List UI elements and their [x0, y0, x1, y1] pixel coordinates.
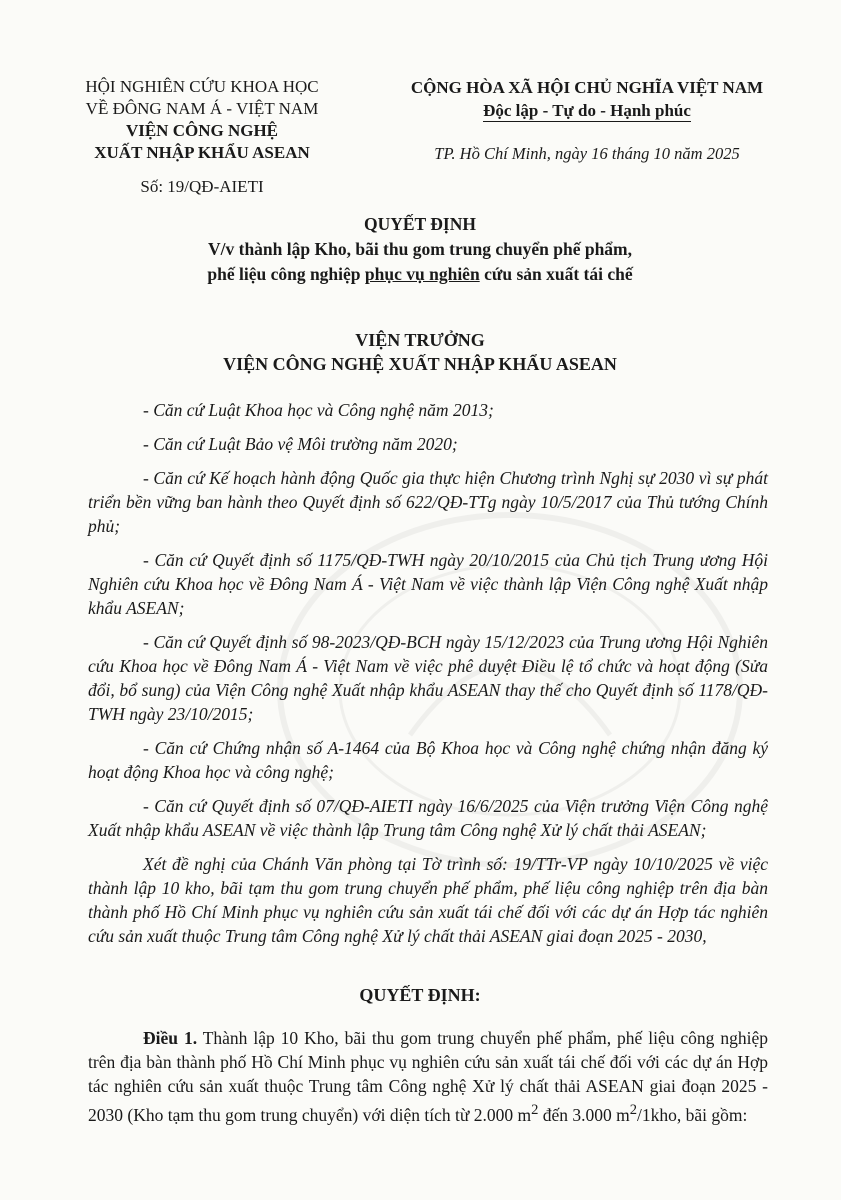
legal-basis-item: - Căn cứ Quyết định số 98-2023/QĐ-BCH ngày 15/12/2023 của Trung ương Hội Nghiên cứu Khoa học về Đông Nam Á - Việt Nam về việc phê duyệt Điều lệ tổ chức và hoạt động (Sửa đổi, bổ sung) của Viện Công nghệ Xuất nhập khẩu ASEAN thay thế cho Quyết định số 1178/QĐ-TWH ngày 23/10/2015; [88, 632, 768, 724]
legal-basis-item: - Căn cứ Quyết định số 1175/QĐ-TWH ngày 20/10/2015 của Chủ tịch Trung ương Hội Nghiên cứu Khoa học về Đông Nam Á - Việt Nam về việc thành lập Viện Công nghệ Xuất nhập khẩu ASEAN; [88, 550, 768, 618]
document-number: Số: 19/QĐ-AIETI [140, 177, 264, 196]
issuer-header [52, 76, 352, 198]
article-1-label: Điều 1. [143, 1028, 198, 1048]
national-title: CỘNG HÒA XÃ HỘI CHỦ NGHĨA VIỆT NAM [410, 78, 764, 97]
legal-basis-item: - Căn cứ Luật Khoa học và Công nghệ năm 2013; [143, 400, 494, 420]
national-motto: Độc lập - Tự do - Hạnh phúc [483, 101, 691, 120]
national-header [372, 76, 802, 165]
subject-line-2-a: phế liệu công nghiệp [207, 264, 365, 284]
proposal-paragraph: Xét đề nghị của Chánh Văn phòng tại Tờ trình số: 19/TTr-VP ngày 10/10/2025 về việc thành lập 10 kho, bãi tạm thu gom trung chuyển phế phẩm, phế liệu công nghiệp trên địa bàn thành phố Hồ Chí Minh phục vụ nghiên cứu sản xuất tái chế đối với các dự án Hợp tác nghiên cứu sản xuất thuộc Trung tâm Công nghệ Xử lý chất thải ASEAN giai đoạn 2025 - 2030, [88, 854, 768, 946]
issuer-parent-line2: VỀ ĐÔNG NAM Á - VIỆT NAM [85, 99, 319, 118]
subject-line-1: V/v thành lập Kho, bãi thu gom trung chuyển phế phẩm, [208, 239, 632, 259]
signing-authority [60, 328, 780, 376]
article-1-text-2: đến 3.000 m [538, 1104, 630, 1125]
authority-title: VIỆN TRƯỞNG [355, 330, 485, 350]
authority-org: VIỆN CÔNG NGHỆ XUẤT NHẬP KHẨU ASEAN [223, 354, 617, 374]
legal-basis-item: - Căn cứ Kế hoạch hành động Quốc gia thực hiện Chương trình Nghị sự 2030 vì sự phát triển bền vững ban hành theo Quyết định số 622/QĐ-TTg ngày 10/5/2017 của Thủ tướng Chính phủ; [88, 468, 768, 536]
unit-superscript: 2 [531, 1102, 539, 1118]
article-1-text: Thành lập 10 Kho, bãi thu gom trung chuyển phế phẩm, phế liệu công nghiệp trên địa bàn thành phố Hồ Chí Minh phục vụ nghiên cứu sản xuất tái chế đối với các dự án Hợp tác nghiên cứu sản xuất thuộc Trung tâm Công nghệ Xử lý chất thải ASEAN giai đoạn 2025 - 2030 (Kho tạm thu gom trung chuyển) với diện tích từ 2.000 m [88, 1028, 769, 1125]
legal-basis-item: - Căn cứ Luật Bảo vệ Môi trường năm 2020; [143, 434, 458, 454]
legal-bases [88, 398, 768, 958]
document-type: QUYẾT ĐỊNH [364, 214, 476, 234]
issuer-name-line2: XUẤT NHẬP KHẨU ASEAN [94, 143, 310, 162]
unit-superscript: 2 [629, 1102, 638, 1118]
decision-title [60, 212, 780, 287]
legal-basis-item: - Căn cứ Chứng nhận số A-1464 của Bộ Khoa học và Công nghệ chứng nhận đăng ký hoạt động Khoa học và công nghệ; [88, 738, 768, 782]
subject-line-2-underlined: phục vụ nghiên [364, 264, 480, 284]
article-1-paragraph [88, 1026, 768, 1127]
decision-heading: QUYẾT ĐỊNH: [359, 985, 481, 1005]
article-1-text-3: /1kho, bãi gồm: [637, 1104, 748, 1125]
issuer-name-line1: VIỆN CÔNG NGHỆ [125, 121, 279, 140]
article-1 [88, 1026, 768, 1127]
legal-basis-item: - Căn cứ Quyết định số 07/QĐ-AIETI ngày 16/6/2025 của Viện trưởng Viện Công nghệ Xuất nhập khẩu ASEAN về việc thành lập Trung tâm Công nghệ Xử lý chất thải ASEAN; [88, 796, 768, 840]
place-date: TP. Hồ Chí Minh, ngày 16 tháng 10 năm 2025 [434, 144, 740, 163]
issuer-parent-line1: HỘI NGHIÊN CỨU KHOA HỌC [85, 77, 319, 96]
subject-line-2-c: cứu sản xuất tái chế [479, 264, 633, 284]
subject-line-2 [60, 262, 780, 287]
